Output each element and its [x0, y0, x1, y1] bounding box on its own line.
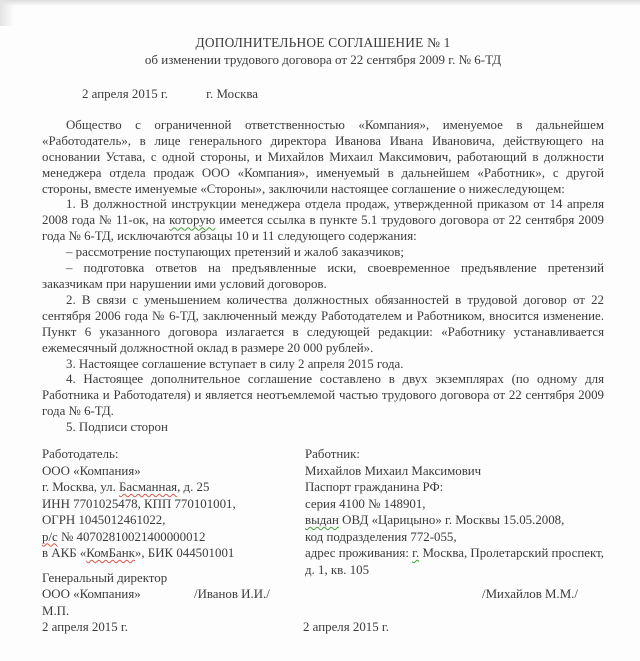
clause-2: 2. В связи с уменьшением количества должностных обязанностей в трудовой договор от 22 сентября 2006 года № 6-ТД, заключенный между Работодателем и Работником, вносится изменение. Пункт 6 указанного договора излагается в следующей редакции: «Работнику устанавливается ежемесячный должностной оклад в размере 20 000 рублей».	[42, 292, 604, 355]
employer-bank	[42, 545, 305, 562]
employee-heading: Работник:	[305, 447, 360, 462]
grammar-marked-word: которую	[169, 213, 216, 228]
employee-division-code: код подразделения 772-055,	[305, 529, 457, 544]
employee-signature: /Михайлов М.М./	[482, 587, 578, 602]
clause-1-bullet-1: – рассмотрение поступающих претензий и жалоб заказчиков;	[66, 245, 404, 260]
clause-1-text-pre: 1. В должностной инструкции менеджера отдела продаж, утвержденной приказом от 14 апреля 2008 года № 11-ок, на	[42, 197, 604, 228]
employer-address	[42, 479, 305, 496]
grammar-marked-word-issued: выдан	[305, 513, 339, 528]
grammar-marked-word-city: г.	[412, 546, 420, 561]
employee-residence	[305, 545, 604, 578]
document-title: ДОПОЛНИТЕЛЬНОЕ СОГЛАШЕНИЕ № 1	[195, 35, 451, 50]
signature-lines	[42, 570, 604, 636]
employer-account	[42, 529, 305, 546]
stamp-placeholder: М.П.	[42, 603, 70, 618]
dateline	[42, 87, 604, 103]
clause-1	[42, 197, 604, 245]
employee-name: Михайлов Михаил Максимович	[305, 463, 482, 478]
document-date: 2 апреля 2015 г.	[82, 87, 168, 101]
employer-address-post: , д. 25	[177, 480, 210, 495]
signer-company: ООО «Компания»	[42, 587, 141, 602]
employee-passport-series: серия 4100 № 148901,	[305, 496, 426, 511]
clause-1-bullet-2: – подготовка ответов на предъявленные иски, своевременное предъявление претензий заказчикам при нарушении ими условий договоров.	[42, 261, 604, 291]
employee-sign-date: 2 апреля 2015 г.	[303, 620, 389, 635]
employee-passport-issued-post: ОВД «Царицыно» г. Москвы 15.05.2008,	[338, 513, 565, 528]
employer-heading: Работодатель:	[42, 447, 119, 462]
employer-account-number: № 40702810021400000012	[57, 529, 206, 544]
clause-5: 5. Подписи сторон	[66, 420, 168, 435]
document-subtitle: об изменении трудового договора от 22 сентября 2009 г. № 6-ТД	[144, 52, 502, 67]
spell-marked-word-account: р/с	[42, 529, 58, 544]
document-city: г. Москва	[206, 87, 258, 101]
clause-1-text-post: имеется ссылка в пункте 5.1 трудового договора от 22 сентября 2009 года № 6-ТД, исключаются абзацы 10 и 11 следующего содержания:	[42, 213, 604, 244]
employer-sign-date: 2 апреля 2015 г.	[42, 620, 128, 635]
employer-company: ООО «Компания»	[42, 463, 141, 478]
clause-3: 3. Настоящее соглашение вступает в силу 2 апреля 2015 года.	[66, 356, 404, 371]
employee-passport-issued	[305, 512, 604, 529]
employee-passport-label: Паспорт гражданина РФ:	[305, 480, 444, 495]
spell-marked-word-street: Басманная	[119, 480, 178, 495]
employer-details	[42, 446, 305, 578]
document-header	[42, 34, 604, 68]
employee-residence-post: Москва, Пролетарский проспект, д. 1, кв. 105	[305, 546, 604, 577]
employer-ogrn: ОГРН 1045012461022,	[42, 513, 166, 528]
signature-dates	[42, 619, 604, 635]
signature-row	[42, 586, 604, 602]
intro-paragraph: Общество с ограниченной ответственностью «Компания», именуемое в дальнейшем «Работодатель», в лице генерального директора Иванова Ивана Ивановича, действующего на основании Устава, с одной стороны, и Михайлов Михаил Максимович, работающий в должности менеджера отдела продаж ООО «Компания», именуемый в дальнейшем «Работник», с другой стороны, вместе именуемые «Стороны», заключили настоящее соглашение о нижеследующем:	[42, 117, 604, 196]
spell-marked-word-bank: КомБанк	[86, 546, 135, 561]
employer-bank-post: », БИК 044501001	[134, 546, 235, 561]
signatures-section	[42, 446, 604, 578]
employer-bank-pre: в АКБ «	[42, 546, 87, 561]
employer-address-pre: г. Москва, ул.	[42, 480, 120, 495]
director-signature: /Иванов И.И./	[194, 587, 270, 602]
employee-residence-pre: адрес проживания:	[305, 546, 413, 561]
clause-4: 4. Настоящее дополнительное соглашение составлено в двух экземплярах (по одному для Работника и Работодателя) и является неотъемлемой частью трудового договора от 22 сентября 2009 года № 6-ТД.	[42, 372, 604, 419]
employer-inn-kpp: ИНН 7701025478, КПП 770101001,	[42, 496, 236, 511]
director-title: Генеральный директор	[42, 571, 168, 586]
employee-details	[305, 446, 604, 578]
